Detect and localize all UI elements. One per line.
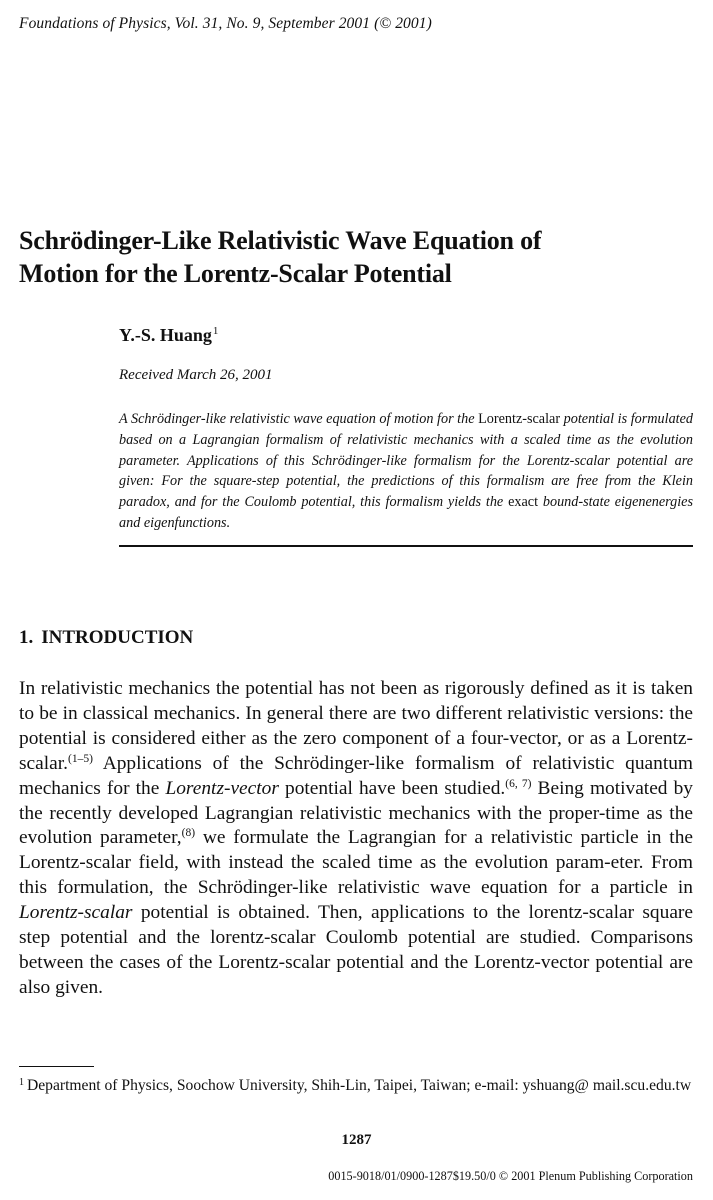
reference-mark: (8) [181, 827, 196, 840]
reference-mark: (1–5) [68, 752, 93, 765]
title-line-2: Motion for the Lorentz-Scalar Potential [19, 259, 452, 288]
abstract-text: bound-state eigenenergies and eigenfunctions. [119, 494, 693, 531]
paper-title [19, 224, 679, 290]
footnote-mark: 1 [19, 1077, 24, 1088]
journal-citation: Foundations of Physics, Vol. 31, No. 9, September 2001 (© 2001) [19, 15, 432, 32]
body-text-emphasis: Lorentz-scalar [19, 902, 133, 924]
section-heading [19, 627, 193, 649]
abstract-text: exact [508, 494, 539, 511]
body-text: Being motivated by the recently developed Lagrangian relativistic mechanics with the proper-time as the evolution parameter, [19, 777, 693, 849]
body-text: potential have been studied. [278, 777, 506, 799]
body-text: Applications of the Schrödinger-like formalism of relativistic quantum mechanics for the [19, 752, 693, 799]
copyright-line: 0015-9018/01/0900-1287$19.50/0 © 2001 Plenum Publishing Corporation [328, 1169, 693, 1183]
section-title: INTRODUCTION [41, 627, 194, 648]
introduction-paragraph [19, 677, 693, 1001]
abstract [119, 409, 693, 547]
body-text-emphasis: Lorentz-vector [165, 777, 279, 799]
abstract-text: potential is formulated based on a Lagrangian formalism of relativistic mechanics with a scaled time as the evolution parameter. Applications of this Schrödinger-like formalism for the Lorentz-scalar potential are given: For the square-step potential, the predictions of this formalism are free from the Klein paradox, and for the Coulomb potential, this formalism yields the [119, 411, 693, 511]
author-footnote-mark: 1 [212, 325, 219, 337]
body-text: we formulate the Lagrangian for a relativistic particle in the Lorentz-scalar field, with instead the scaled time as the evolution param-eter. From this formulation, the Schrödinger-like relativistic wave equation for a particle in [19, 827, 693, 899]
title-line-1: Schrödinger-Like Relativistic Wave Equation of [19, 226, 542, 255]
body-text: potential is obtained. Then, applications to the lorentz-scalar square step potential and the lorentz-scalar Coulomb potential are studied. Comparisons between the cases of the Lorentz-scalar potential and the Lorentz-vector potential are also given. [19, 902, 693, 998]
body-text: In relativistic mechanics the potential has not been as rigorously defined as it is taken to be in classical mechanics. In general there are two different relativistic versions: the potential is considered either as the zero component of a four-vector, or as a Lorentz-scalar. [19, 678, 693, 774]
abstract-text: Lorentz-scalar [478, 411, 561, 427]
reference-mark: (6, 7) [505, 777, 532, 790]
footnote-text: Department of Physics, Soochow University, Shih-Lin, Taipei, Taiwan; e-mail: yshuang@ mail.scu.edu.tw [27, 1077, 692, 1094]
section-number: 1. [19, 627, 34, 648]
received-date: Received March 26, 2001 [119, 367, 273, 383]
footnote [19, 1075, 693, 1097]
author [119, 325, 218, 346]
page-number: 1287 [341, 1132, 372, 1148]
author-name: Y.-S. Huang [119, 325, 212, 345]
footnote-divider [19, 1066, 94, 1067]
abstract-text: A Schrödinger-like relativistic wave equation of motion for the [119, 411, 479, 427]
